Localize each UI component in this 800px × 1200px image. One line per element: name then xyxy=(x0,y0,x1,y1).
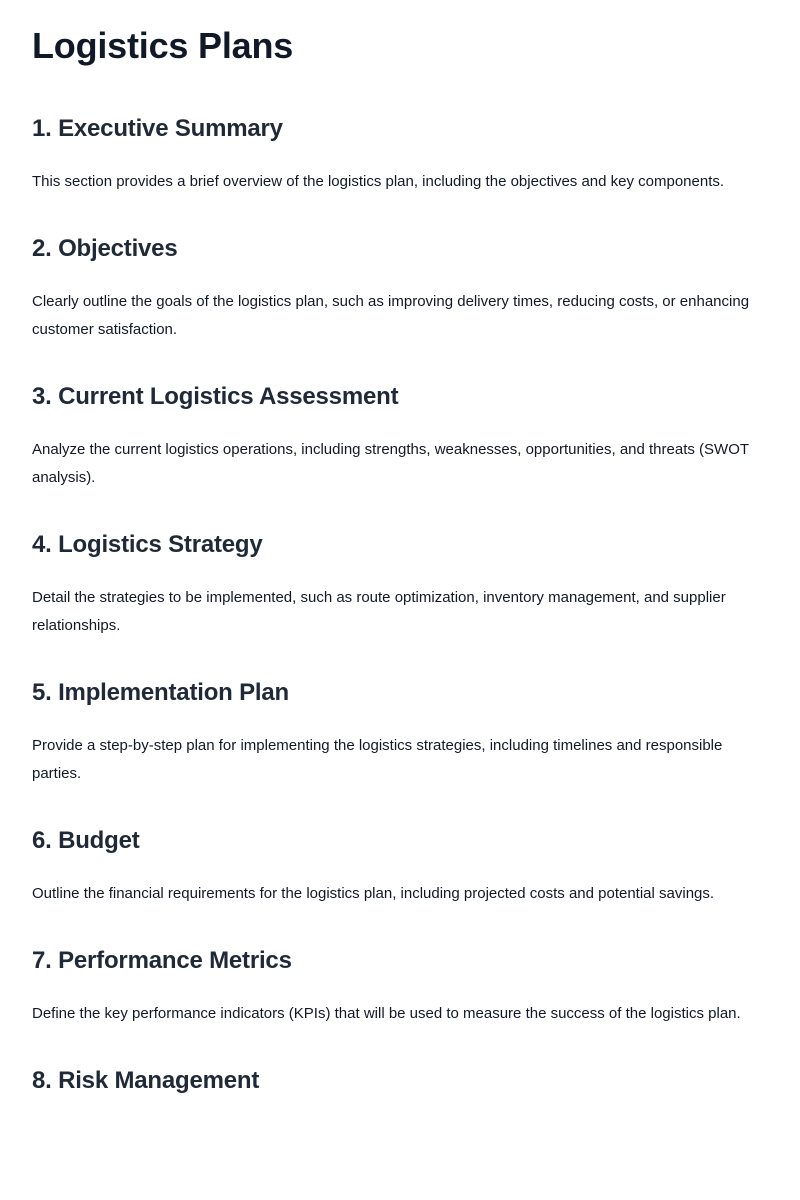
section-heading: 8. Risk Management xyxy=(32,1067,260,1094)
section-implementation-plan xyxy=(32,678,768,788)
section-body: Outline the financial requirements for the logistics plan, including projected costs and potential savings. xyxy=(32,885,715,902)
section-body: Clearly outline the goals of the logistics plan, such as improving delivery times, reducing costs, or enhancing customer satisfaction. xyxy=(32,293,750,338)
section-body: Provide a step-by-step plan for implementing the logistics strategies, including timelines and responsible parties. xyxy=(32,737,723,782)
section-current-logistics-assessment xyxy=(32,382,768,492)
section-body: Analyze the current logistics operations, including strengths, weaknesses, opportunities, and threats (SWOT analysis). xyxy=(32,441,749,486)
page-title: Logistics Plans xyxy=(32,25,294,66)
section-body: Detail the strategies to be implemented, such as route optimization, inventory management, and supplier relationships. xyxy=(32,589,726,634)
section-heading: 4. Logistics Strategy xyxy=(32,531,263,558)
section-heading: 5. Implementation Plan xyxy=(32,679,289,706)
section-heading: 1. Executive Summary xyxy=(32,115,283,142)
section-risk-management xyxy=(32,1066,768,1096)
section-heading: 7. Performance Metrics xyxy=(32,947,292,974)
section-heading: 6. Budget xyxy=(32,827,140,854)
section-heading: 3. Current Logistics Assessment xyxy=(32,383,399,410)
section-heading: 2. Objectives xyxy=(32,235,178,262)
section-performance-metrics xyxy=(32,946,768,1028)
section-logistics-strategy xyxy=(32,530,768,640)
section-objectives xyxy=(32,234,768,344)
section-budget xyxy=(32,826,768,908)
section-executive-summary xyxy=(32,114,768,196)
section-body: Define the key performance indicators (KPIs) that will be used to measure the success of the logistics plan. xyxy=(32,1005,741,1022)
section-body: This section provides a brief overview of the logistics plan, including the objectives and key components. xyxy=(32,173,725,190)
